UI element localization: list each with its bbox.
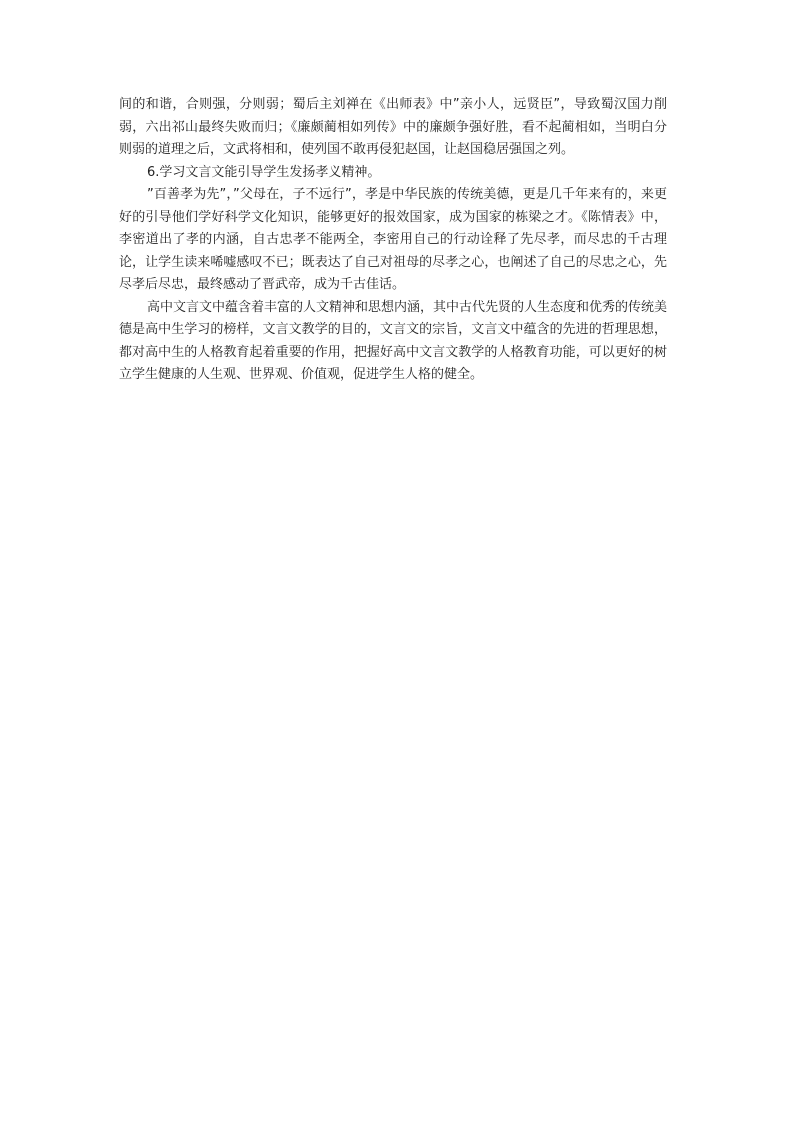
document-page xyxy=(119,94,667,387)
paragraph-continuation: 间的和谐，合则强，分则弱；蜀后主刘禅在《出师表》中”亲小人，远贤臣”，导致蜀汉国力削弱，六出祁山最终失败而归；《廉颇蔺相如列传》中的廉颇争强好胜，看不起蔺相如，当明白分则弱的道理之后，文武将相和，使列国不敢再侵犯赵国，让赵国稳居强国之列。 xyxy=(119,97,667,157)
paragraph-conclusion: 高中文言文中蕴含着丰富的人文精神和思想内涵，其中古代先贤的人生态度和优秀的传统美德是高中生学习的榜样，文言文教学的目的，文言文的宗旨，文言文中蕴含的先进的哲理思想，都对高中生的人格教育起着重要的作用，把握好高中文言文教学的人格教育功能，可以更好的树立学生健康的人生观、世界观、价值观，促进学生人格的健全。 xyxy=(119,299,668,382)
paragraph-section-heading: 6.学习文言文能引导学生发扬孝义精神。 xyxy=(147,164,381,180)
paragraph-filial-piety: ”百善孝为先”，”父母在，子不远行”，孝是中华民族的传统美德，更是几千年来有的，来更好的引导他们学好科学文化知识，能够更好的报效国家，成为国家的栋梁之才。《陈情表》中，李密道出了孝的内涵，自古忠孝不能两全，李密用自己的行动诠释了先尽孝，而尽忠的千古理论，让学生读来唏嘘感叹不已；既表达了自己对祖母的尽孝之心，也阐述了自己的尽忠之心，先尽孝后尽忠，最终感动了晋武帝，成为千古佳话。 xyxy=(119,187,667,292)
